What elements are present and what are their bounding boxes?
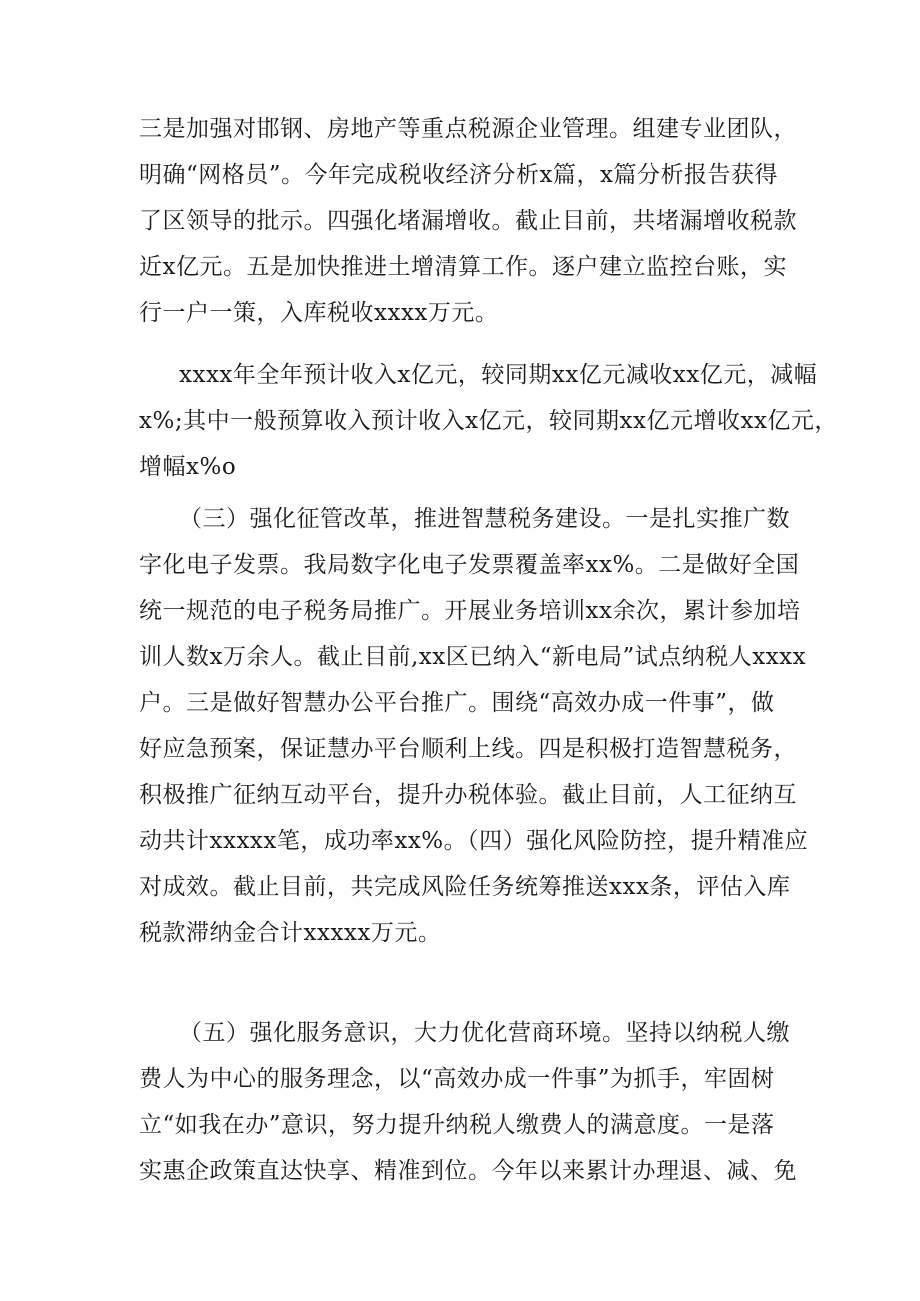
paragraph-line: 统一规范的电子税务局推广。开展业务培训xx余次，累计参加培 <box>139 598 801 624</box>
paragraph-line: 近x亿元。五是加快推进土增清算工作。逐户建立监控台账，实 <box>139 254 787 280</box>
paragraph-2 <box>139 352 838 490</box>
paragraph-line: 行一户一策，入库税收xxxx万元。 <box>139 300 499 326</box>
paragraph-1 <box>139 106 797 336</box>
paragraph-line: xxxx年全年预计收入x亿元，较同期xx亿元减收xx亿元，减幅 <box>179 362 818 388</box>
paragraph-line: 明确“网格员”。今年完成税收经济分析x篇，x篇分析报告获得 <box>139 162 778 188</box>
paragraph-line: 好应急预案，保证慧办平台顺利上线。四是积极打造智慧税务， <box>139 736 797 762</box>
paragraph-line: x%;其中一般预算收入预计收入x亿元，较同期xx亿元增收xx亿元， <box>139 408 838 434</box>
paragraph-line: 动共计xxxxx笔，成功率xx%。（四）强化风险防控，提升精准应 <box>139 828 809 854</box>
paragraph-3 <box>139 496 809 956</box>
paragraph-line: 字化电子发票。我局数字化电子发票覆盖率xx%。二是做好全国 <box>139 552 800 578</box>
paragraph-4 <box>139 1010 797 1194</box>
paragraph-line: （三）强化征管改革，推进智慧税务建设。一是扎实推广数 <box>179 506 790 532</box>
paragraph-line: 实惠企政策直达快享、精准到位。今年以来累计办理退、减、免 <box>139 1158 797 1184</box>
paragraph-line: 户。三是做好智慧办公平台推广。围绕“高效办成一件事”，做 <box>139 690 775 716</box>
paragraph-line: 积极推广征纳互动平台，提升办税体验。截止目前，人工征纳互 <box>139 782 797 808</box>
paragraph-line: 了区领导的批示。四强化堵漏增收。截止目前，共堵漏增收税款 <box>139 208 797 234</box>
paragraph-line: 税款滞纳金合计xxxxx万元。 <box>139 920 442 946</box>
paragraph-line: 训人数x万余人。截止目前,xx区已纳入“新电局”试点纳税人xxxx <box>139 644 807 670</box>
paragraph-line: 对成效。截止目前，共完成风险任务统筹推送xxx条，评估入库 <box>139 874 791 900</box>
paragraph-line: 三是加强对邯钢、房地产等重点税源企业管理。组建专业团队， <box>139 116 797 142</box>
paragraph-line: 立“如我在办”意识，努力提升纳税人缴费人的满意度。一是落 <box>139 1112 775 1138</box>
paragraph-line: 费人为中心的服务理念，以“高效办成一件事”为抓手，牢固树 <box>139 1066 775 1092</box>
paragraph-line: （五）强化服务意识，大力优化营商环境。坚持以纳税人缴 <box>179 1020 790 1046</box>
paragraph-line: 增幅x%o <box>139 454 237 480</box>
